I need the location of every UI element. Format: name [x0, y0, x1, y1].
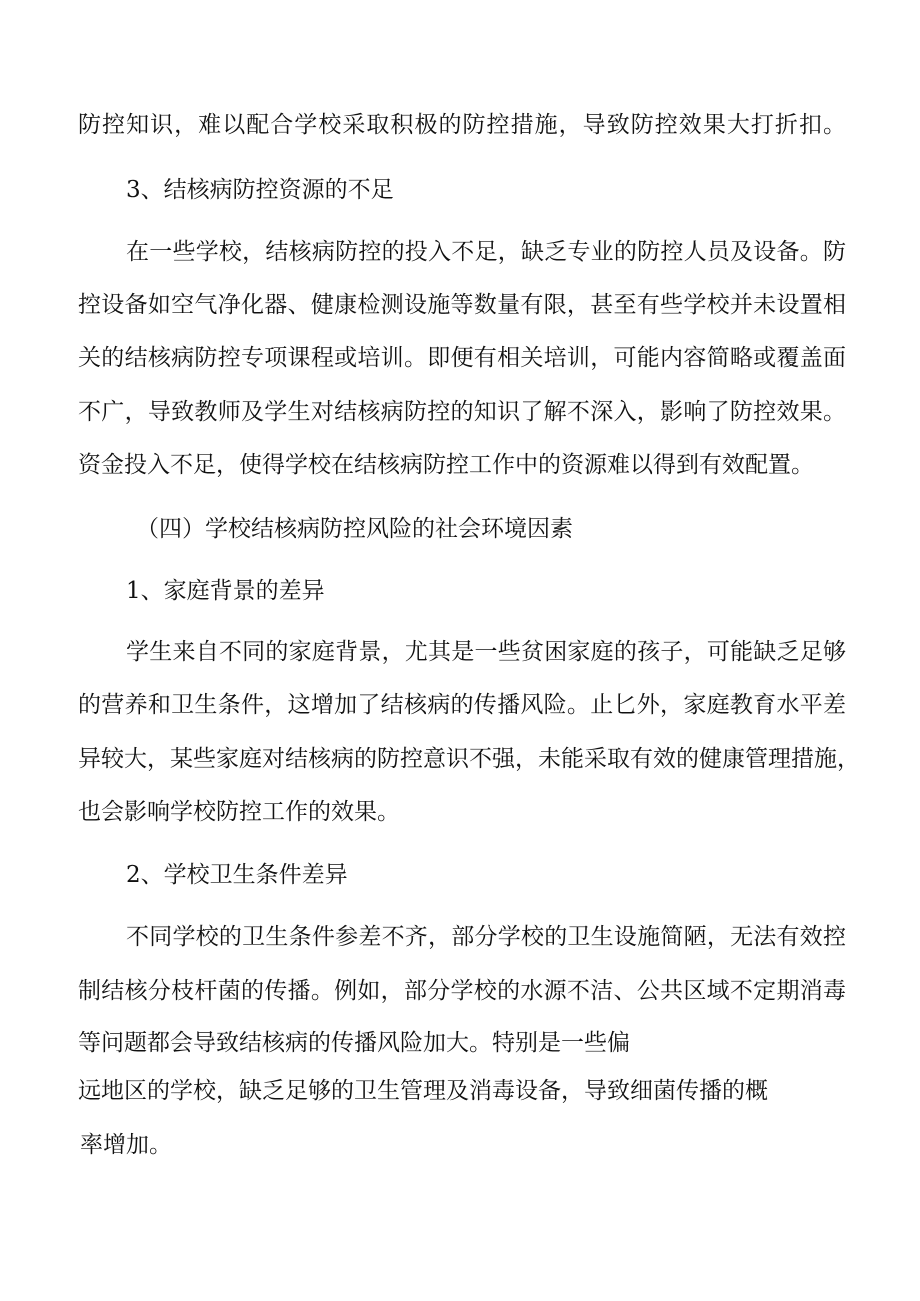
paragraph-line: 等问题都会导致结核病的传播风险加大。特别是一些偏 [78, 1030, 630, 1056]
paragraph-line: 异较大，某些家庭对结核病的防控意识不强，未能采取有效的健康管理措施， [78, 746, 860, 772]
paragraph-line: 也会影响学校防控工作的效果。 [78, 799, 400, 825]
paragraph-line: 防控知识，难以配合学校采取积极的防控措施，导致防控效果大打折扣。 [78, 112, 846, 138]
paragraph-line: 不同学校的卫生条件参差不齐，部分学校的卫生设施简陋，无法有效控 [126, 924, 846, 950]
paragraph-line: 在一些学校，结核病防控的投入不足，缺乏专业的防控人员及设备。防 [126, 239, 846, 265]
subsection-heading: 3、结核病防控资源的不足 [126, 177, 394, 203]
paragraph-line: 的营养和卫生条件，这增加了结核病的传播风险。止匕外，家庭教育水平差 [78, 692, 846, 718]
subsection-heading: 1、家庭背景的差异 [126, 578, 325, 604]
paragraph-line: 远地区的学校，缺乏足够的卫生管理及消毒设备，导致细菌传播的概 [78, 1078, 768, 1104]
paragraph-line: 关的结核病防控专项课程或培训。即便有相关培训，可能内容简略或覆盖面 [78, 345, 846, 371]
paragraph-line: 学生来自不同的家庭背景，尤其是一些贫困家庭的孩子，可能缺乏足够 [126, 639, 846, 665]
paragraph-line: 制结核分枝杆菌的传播。例如，部分学校的水源不洁、公共区域不定期消毒 [78, 978, 846, 1004]
paragraph-line: 资金投入不足，使得学校在结核病防控工作中的资源难以得到有效配置。 [78, 452, 814, 478]
paragraph-line: 不广，导致教师及学生对结核病防控的知识了解不深入，影响了防控效果。 [78, 399, 846, 425]
section-heading: （四）学校结核病防控风险的社会环境因素 [136, 516, 573, 542]
subsection-heading: 2、学校卫生条件差异 [126, 862, 348, 888]
paragraph-line: 率增加。 [80, 1132, 172, 1158]
paragraph-line: 控设备如空气净化器、健康检测设施等数量有限，甚至有些学校并未设置相 [78, 292, 846, 318]
